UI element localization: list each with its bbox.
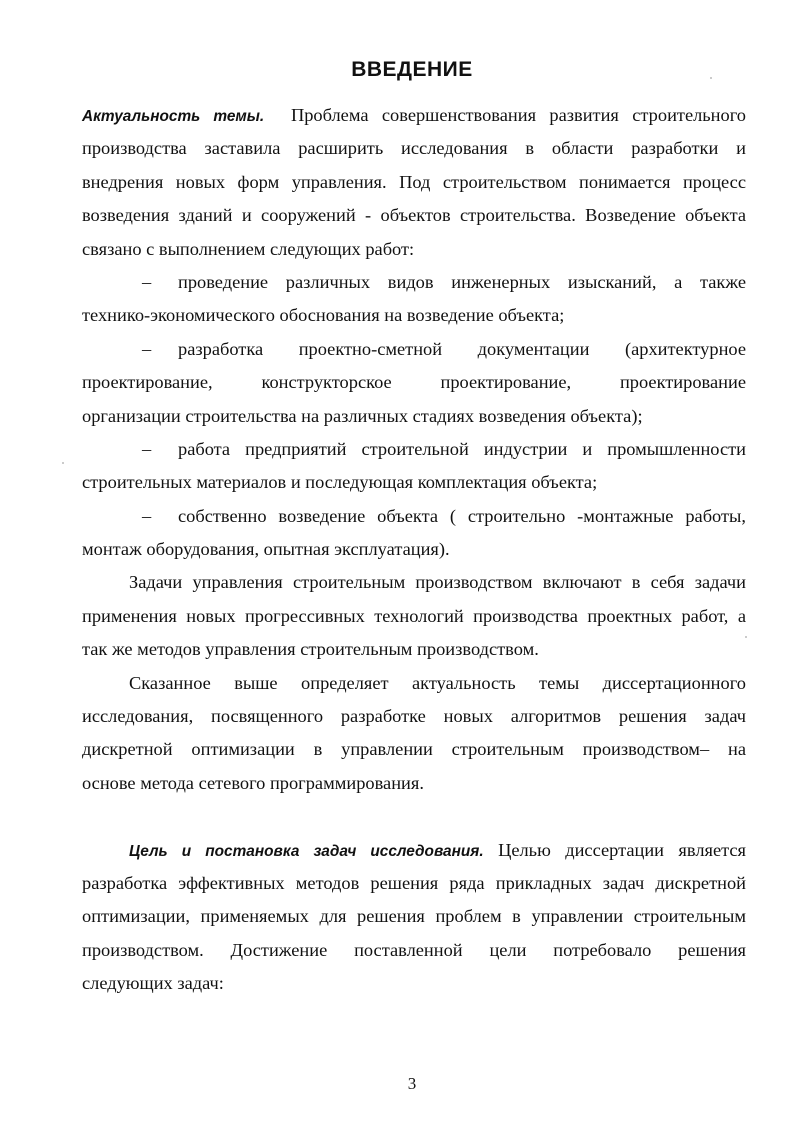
list-item-continuation: организации строительства на различных стадиях возведения объекта);	[82, 405, 643, 426]
list-item-continuation: строительных материалов и последующая комплектация объекта;	[82, 472, 598, 493]
section2-line-5: следующих задач:	[82, 973, 224, 994]
list-item: – собственно возведение объекта ( строительно -монтажные работы,	[82, 500, 746, 533]
section1-line-1: Актуальность темы. Проблема совершенствования развития строительного	[82, 105, 746, 125]
paragraph3-line-4: основе метода сетевого программирования.	[82, 772, 424, 793]
section2-lead: Цель и постановка задач исследования.	[129, 842, 484, 860]
list-item-continuation: монтаж оборудования, опытная эксплуатация).	[82, 539, 450, 560]
section2-line-4: производством. Достижение поставленной цели потребовало решения	[82, 939, 746, 960]
section1-lead: Актуальность темы.	[82, 108, 265, 125]
paragraph3-line-2: исследования, посвященного разработке новых алгоритмов решения задач	[82, 706, 746, 727]
section1-line-4: возведения зданий и сооружений - объектов строительства. Возведение объекта	[82, 205, 746, 226]
scan-speck	[710, 77, 712, 79]
list-item: – разработка проектно-сметной документации (архитектурное	[82, 333, 746, 366]
paragraph3-line-3: дискретной оптимизации в управлении строительным производством– на	[82, 739, 746, 760]
paragraph2-line-2: применения новых прогрессивных технологий производства проектных работ, а	[82, 605, 746, 626]
paragraph3-line-1: Сказанное выше определяет актуальность темы диссертационного	[129, 672, 746, 693]
page-title: ВВЕДЕНИЕ	[351, 58, 473, 81]
list-item-continuation: проектирование, конструкторское проектирование, проектирование	[82, 372, 746, 393]
list-dash: –	[142, 438, 152, 459]
list-dash: –	[142, 271, 152, 292]
list-item: – работа предприятий строительной индустрии и промышленности	[82, 433, 746, 466]
section2-line-3: оптимизации, применяемых для решения проблем в управлении строительным	[82, 906, 746, 927]
list-dash: –	[142, 338, 152, 359]
section1-line-2: производства заставила расширить исследования в области разработки и	[82, 138, 746, 159]
section1-line-3: внедрения новых форм управления. Под строительством понимается процесс	[82, 171, 746, 192]
section-spacer	[82, 800, 746, 833]
list-item-continuation: технико-экономического обоснования на возведение объекта;	[82, 305, 565, 326]
body-text	[82, 99, 746, 1001]
paragraph2-line-3: так же методов управления строительным производством.	[82, 639, 539, 660]
scan-speck	[62, 462, 64, 464]
page-number: 3	[407, 1074, 417, 1093]
paragraph2-line-1: Задачи управления строительным производством включают в себя задачи	[129, 572, 746, 593]
section2-line-2: разработка эффективных методов решения ряда прикладных задач дискретной	[82, 872, 746, 893]
scan-speck	[745, 636, 747, 638]
list-item: – проведение различных видов инженерных изысканий, а также	[82, 266, 746, 299]
list-dash: –	[142, 505, 152, 526]
section2-line-1: Цель и постановка задач исследования. Целью диссертации является	[129, 839, 746, 860]
section1-line-5: связано с выполнением следующих работ:	[82, 238, 415, 259]
